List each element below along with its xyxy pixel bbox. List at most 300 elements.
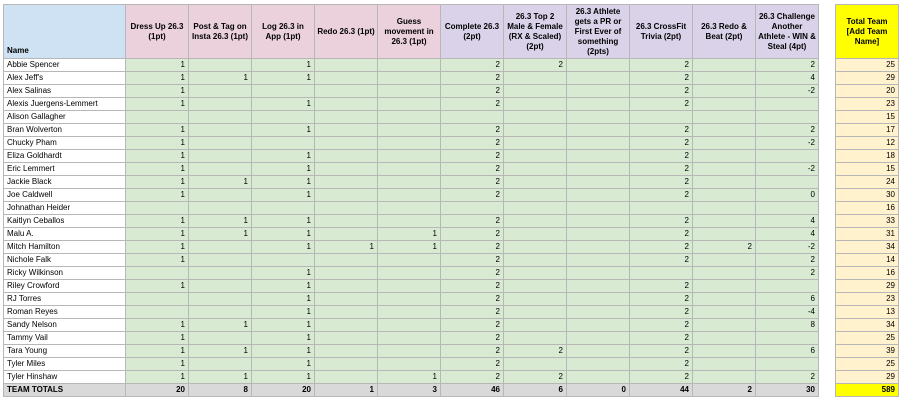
column-header-log-in-app[interactable]: Log 26.3 in App (1pt) bbox=[252, 5, 315, 59]
score-cell[interactable]: 1 bbox=[126, 176, 189, 189]
column-header-challenge[interactable]: 26.3 Challenge Another Athlete - WIN & Steal (4pt) bbox=[756, 5, 819, 59]
score-cell[interactable] bbox=[567, 59, 630, 72]
score-cell[interactable]: 2 bbox=[441, 345, 504, 358]
score-cell[interactable] bbox=[378, 319, 441, 332]
score-cell[interactable]: 1 bbox=[378, 241, 441, 254]
score-cell[interactable] bbox=[693, 59, 756, 72]
column-header-guess-movement[interactable]: Guess movement in 26.3 (1pt) bbox=[378, 5, 441, 59]
score-cell[interactable] bbox=[315, 111, 378, 124]
score-cell[interactable]: 1 bbox=[126, 371, 189, 384]
score-cell[interactable]: 4 bbox=[756, 215, 819, 228]
athlete-name-cell[interactable]: Malu A. bbox=[4, 228, 126, 241]
score-cell[interactable] bbox=[693, 358, 756, 371]
score-cell[interactable]: 1 bbox=[126, 358, 189, 371]
score-cell[interactable] bbox=[315, 267, 378, 280]
score-cell[interactable] bbox=[189, 111, 252, 124]
score-cell[interactable]: 0 bbox=[756, 189, 819, 202]
score-cell[interactable] bbox=[693, 293, 756, 306]
athlete-total-cell[interactable]: 29 bbox=[836, 371, 899, 384]
score-cell[interactable] bbox=[504, 98, 567, 111]
score-cell[interactable] bbox=[315, 98, 378, 111]
score-cell[interactable] bbox=[126, 306, 189, 319]
score-cell[interactable] bbox=[693, 98, 756, 111]
score-cell[interactable] bbox=[693, 267, 756, 280]
column-header-pr[interactable]: 26.3 Athlete gets a PR or First Ever of something (2pts) bbox=[567, 5, 630, 59]
athlete-total-cell[interactable]: 24 bbox=[836, 176, 899, 189]
score-cell[interactable]: 1 bbox=[126, 215, 189, 228]
score-cell[interactable] bbox=[630, 267, 693, 280]
score-cell[interactable]: 2 bbox=[630, 124, 693, 137]
score-cell[interactable] bbox=[315, 358, 378, 371]
score-cell[interactable] bbox=[504, 306, 567, 319]
score-cell[interactable]: 1 bbox=[126, 124, 189, 137]
score-cell[interactable]: 2 bbox=[504, 59, 567, 72]
score-cell[interactable] bbox=[189, 85, 252, 98]
score-cell[interactable]: 2 bbox=[630, 371, 693, 384]
score-cell[interactable]: 1 bbox=[252, 319, 315, 332]
score-cell[interactable]: 1 bbox=[252, 124, 315, 137]
score-cell[interactable] bbox=[315, 306, 378, 319]
score-cell[interactable] bbox=[504, 241, 567, 254]
score-cell[interactable]: 2 bbox=[630, 137, 693, 150]
athlete-total-cell[interactable]: 34 bbox=[836, 241, 899, 254]
score-cell[interactable] bbox=[693, 319, 756, 332]
score-cell[interactable] bbox=[189, 150, 252, 163]
column-header-top-2[interactable]: 26.3 Top 2 Male & Female (RX & Scaled) (2pt) bbox=[504, 5, 567, 59]
score-cell[interactable]: 2 bbox=[630, 293, 693, 306]
score-cell[interactable] bbox=[693, 85, 756, 98]
score-cell[interactable]: 1 bbox=[126, 137, 189, 150]
score-cell[interactable]: 2 bbox=[630, 345, 693, 358]
score-cell[interactable]: 1 bbox=[252, 163, 315, 176]
score-cell[interactable]: 1 bbox=[252, 150, 315, 163]
score-cell[interactable] bbox=[378, 215, 441, 228]
score-cell[interactable] bbox=[315, 228, 378, 241]
score-cell[interactable]: 2 bbox=[756, 254, 819, 267]
athlete-name-cell[interactable]: Chucky Pham bbox=[4, 137, 126, 150]
total-cell[interactable]: 1 bbox=[315, 384, 378, 397]
score-cell[interactable] bbox=[378, 189, 441, 202]
athlete-name-cell[interactable]: Tyler Miles bbox=[4, 358, 126, 371]
score-cell[interactable] bbox=[567, 202, 630, 215]
athlete-total-cell[interactable]: 17 bbox=[836, 124, 899, 137]
score-cell[interactable] bbox=[693, 332, 756, 345]
score-cell[interactable] bbox=[756, 280, 819, 293]
athlete-name-cell[interactable]: Riley Crowford bbox=[4, 280, 126, 293]
score-cell[interactable] bbox=[504, 189, 567, 202]
score-cell[interactable]: 2 bbox=[756, 267, 819, 280]
score-cell[interactable] bbox=[378, 124, 441, 137]
score-cell[interactable] bbox=[504, 72, 567, 85]
score-cell[interactable] bbox=[378, 150, 441, 163]
score-cell[interactable] bbox=[378, 293, 441, 306]
athlete-name-cell[interactable]: Mitch Hamilton bbox=[4, 241, 126, 254]
score-cell[interactable]: 1 bbox=[126, 228, 189, 241]
score-cell[interactable]: 1 bbox=[126, 332, 189, 345]
score-cell[interactable] bbox=[693, 124, 756, 137]
score-cell[interactable]: 6 bbox=[756, 293, 819, 306]
total-cell[interactable]: 0 bbox=[567, 384, 630, 397]
score-cell[interactable] bbox=[756, 176, 819, 189]
score-cell[interactable]: 1 bbox=[252, 72, 315, 85]
score-cell[interactable]: 2 bbox=[441, 267, 504, 280]
column-header-redo-beat[interactable]: 26.3 Redo & Beat (2pt) bbox=[693, 5, 756, 59]
score-cell[interactable]: 2 bbox=[630, 150, 693, 163]
score-cell[interactable] bbox=[378, 137, 441, 150]
score-cell[interactable] bbox=[756, 358, 819, 371]
score-cell[interactable] bbox=[693, 228, 756, 241]
score-cell[interactable] bbox=[504, 267, 567, 280]
score-cell[interactable]: 2 bbox=[441, 189, 504, 202]
score-cell[interactable] bbox=[189, 202, 252, 215]
athlete-name-cell[interactable]: Ricky Wilkinson bbox=[4, 267, 126, 280]
athlete-total-cell[interactable]: 31 bbox=[836, 228, 899, 241]
athlete-name-cell[interactable]: Roman Reyes bbox=[4, 306, 126, 319]
score-cell[interactable] bbox=[567, 371, 630, 384]
score-cell[interactable] bbox=[315, 85, 378, 98]
score-cell[interactable]: 1 bbox=[189, 371, 252, 384]
score-cell[interactable] bbox=[504, 124, 567, 137]
score-cell[interactable] bbox=[693, 280, 756, 293]
athlete-total-cell[interactable]: 15 bbox=[836, 111, 899, 124]
score-cell[interactable] bbox=[567, 280, 630, 293]
score-cell[interactable] bbox=[567, 319, 630, 332]
athlete-total-cell[interactable]: 25 bbox=[836, 332, 899, 345]
column-header-trivia[interactable]: 26.3 CrossFit Trivia (2pt) bbox=[630, 5, 693, 59]
score-cell[interactable] bbox=[630, 202, 693, 215]
score-cell[interactable] bbox=[756, 202, 819, 215]
score-cell[interactable] bbox=[504, 332, 567, 345]
score-cell[interactable] bbox=[126, 293, 189, 306]
athlete-name-cell[interactable]: Eliza Goldhardt bbox=[4, 150, 126, 163]
score-cell[interactable]: 1 bbox=[252, 98, 315, 111]
score-cell[interactable] bbox=[126, 267, 189, 280]
score-cell[interactable]: 2 bbox=[441, 124, 504, 137]
score-cell[interactable] bbox=[567, 228, 630, 241]
score-cell[interactable]: 1 bbox=[252, 306, 315, 319]
score-cell[interactable]: 2 bbox=[441, 306, 504, 319]
score-cell[interactable] bbox=[567, 150, 630, 163]
score-cell[interactable] bbox=[693, 215, 756, 228]
score-cell[interactable]: 1 bbox=[252, 293, 315, 306]
athlete-total-cell[interactable]: 29 bbox=[836, 72, 899, 85]
athlete-name-cell[interactable]: Tammy Vail bbox=[4, 332, 126, 345]
score-cell[interactable]: 1 bbox=[252, 176, 315, 189]
score-cell[interactable] bbox=[693, 189, 756, 202]
score-cell[interactable]: 1 bbox=[126, 189, 189, 202]
score-cell[interactable] bbox=[756, 98, 819, 111]
score-cell[interactable]: 1 bbox=[126, 59, 189, 72]
score-cell[interactable] bbox=[504, 176, 567, 189]
score-cell[interactable] bbox=[693, 150, 756, 163]
score-cell[interactable]: 2 bbox=[504, 345, 567, 358]
score-cell[interactable] bbox=[189, 137, 252, 150]
score-cell[interactable]: 2 bbox=[441, 254, 504, 267]
score-cell[interactable] bbox=[441, 202, 504, 215]
score-cell[interactable]: 2 bbox=[630, 176, 693, 189]
score-cell[interactable] bbox=[567, 241, 630, 254]
name-column-header[interactable]: Name bbox=[4, 5, 126, 59]
score-cell[interactable]: 2 bbox=[441, 215, 504, 228]
score-cell[interactable]: 1 bbox=[126, 98, 189, 111]
score-cell[interactable]: 1 bbox=[189, 319, 252, 332]
score-cell[interactable] bbox=[567, 111, 630, 124]
score-cell[interactable] bbox=[756, 111, 819, 124]
score-cell[interactable] bbox=[567, 293, 630, 306]
score-cell[interactable]: 2 bbox=[756, 59, 819, 72]
score-cell[interactable] bbox=[378, 332, 441, 345]
score-cell[interactable]: 1 bbox=[378, 228, 441, 241]
score-cell[interactable]: 2 bbox=[504, 371, 567, 384]
score-cell[interactable]: -4 bbox=[756, 306, 819, 319]
score-cell[interactable] bbox=[189, 280, 252, 293]
score-cell[interactable]: 1 bbox=[252, 332, 315, 345]
score-cell[interactable]: 2 bbox=[630, 241, 693, 254]
score-cell[interactable] bbox=[756, 150, 819, 163]
score-cell[interactable]: 1 bbox=[189, 176, 252, 189]
score-cell[interactable] bbox=[126, 202, 189, 215]
score-cell[interactable]: 1 bbox=[126, 163, 189, 176]
score-cell[interactable] bbox=[630, 111, 693, 124]
score-cell[interactable] bbox=[378, 345, 441, 358]
athlete-total-cell[interactable]: 15 bbox=[836, 163, 899, 176]
team-totals-label[interactable]: TEAM TOTALS bbox=[4, 384, 126, 397]
score-cell[interactable] bbox=[693, 202, 756, 215]
athlete-name-cell[interactable]: Eric Lemmert bbox=[4, 163, 126, 176]
score-cell[interactable]: 1 bbox=[189, 228, 252, 241]
athlete-name-cell[interactable]: Alison Gallagher bbox=[4, 111, 126, 124]
score-cell[interactable]: 1 bbox=[252, 215, 315, 228]
score-cell[interactable]: 1 bbox=[252, 371, 315, 384]
score-cell[interactable]: 1 bbox=[252, 267, 315, 280]
score-cell[interactable] bbox=[252, 137, 315, 150]
score-cell[interactable] bbox=[315, 59, 378, 72]
score-cell[interactable]: 1 bbox=[126, 280, 189, 293]
score-cell[interactable]: 2 bbox=[441, 85, 504, 98]
score-cell[interactable] bbox=[252, 254, 315, 267]
score-cell[interactable] bbox=[315, 319, 378, 332]
score-cell[interactable]: 1 bbox=[189, 72, 252, 85]
score-cell[interactable] bbox=[693, 72, 756, 85]
score-cell[interactable]: 1 bbox=[126, 85, 189, 98]
score-cell[interactable] bbox=[189, 267, 252, 280]
score-cell[interactable]: 2 bbox=[630, 319, 693, 332]
athlete-total-cell[interactable]: 23 bbox=[836, 293, 899, 306]
score-cell[interactable] bbox=[378, 254, 441, 267]
score-cell[interactable] bbox=[315, 124, 378, 137]
score-cell[interactable] bbox=[189, 358, 252, 371]
athlete-total-cell[interactable]: 33 bbox=[836, 215, 899, 228]
score-cell[interactable] bbox=[315, 163, 378, 176]
athlete-total-cell[interactable]: 13 bbox=[836, 306, 899, 319]
column-header-complete[interactable]: Complete 26.3 (2pt) bbox=[441, 5, 504, 59]
score-cell[interactable] bbox=[504, 228, 567, 241]
score-cell[interactable] bbox=[315, 280, 378, 293]
score-cell[interactable] bbox=[504, 319, 567, 332]
score-cell[interactable] bbox=[504, 254, 567, 267]
score-cell[interactable] bbox=[378, 111, 441, 124]
score-cell[interactable]: 1 bbox=[252, 241, 315, 254]
score-cell[interactable] bbox=[315, 215, 378, 228]
score-cell[interactable] bbox=[252, 85, 315, 98]
score-cell[interactable]: 2 bbox=[441, 98, 504, 111]
score-cell[interactable] bbox=[693, 163, 756, 176]
score-cell[interactable] bbox=[504, 358, 567, 371]
score-cell[interactable]: 2 bbox=[441, 280, 504, 293]
score-cell[interactable]: 1 bbox=[252, 59, 315, 72]
score-cell[interactable] bbox=[189, 254, 252, 267]
score-cell[interactable] bbox=[441, 111, 504, 124]
score-cell[interactable] bbox=[567, 124, 630, 137]
score-cell[interactable] bbox=[504, 293, 567, 306]
score-cell[interactable]: 2 bbox=[441, 228, 504, 241]
column-header-redo[interactable]: Redo 26.3 (1pt) bbox=[315, 5, 378, 59]
score-cell[interactable] bbox=[567, 98, 630, 111]
score-cell[interactable]: 2 bbox=[441, 293, 504, 306]
score-cell[interactable] bbox=[567, 254, 630, 267]
score-cell[interactable]: 2 bbox=[693, 241, 756, 254]
score-cell[interactable] bbox=[504, 111, 567, 124]
athlete-total-cell[interactable]: 25 bbox=[836, 358, 899, 371]
score-cell[interactable]: 6 bbox=[756, 345, 819, 358]
score-cell[interactable]: 2 bbox=[756, 124, 819, 137]
score-cell[interactable]: 1 bbox=[378, 371, 441, 384]
score-cell[interactable]: -2 bbox=[756, 137, 819, 150]
score-cell[interactable] bbox=[567, 163, 630, 176]
athlete-total-cell[interactable]: 14 bbox=[836, 254, 899, 267]
score-cell[interactable] bbox=[189, 163, 252, 176]
score-cell[interactable] bbox=[504, 202, 567, 215]
score-cell[interactable] bbox=[567, 189, 630, 202]
score-cell[interactable] bbox=[189, 293, 252, 306]
score-cell[interactable] bbox=[378, 280, 441, 293]
score-cell[interactable] bbox=[693, 137, 756, 150]
score-cell[interactable] bbox=[504, 280, 567, 293]
score-cell[interactable]: 2 bbox=[441, 59, 504, 72]
score-cell[interactable]: 1 bbox=[252, 358, 315, 371]
column-header-post-tag-insta[interactable]: Post & Tag on Insta 26.3 (1pt) bbox=[189, 5, 252, 59]
athlete-total-cell[interactable]: 30 bbox=[836, 189, 899, 202]
score-cell[interactable] bbox=[315, 293, 378, 306]
athlete-name-cell[interactable]: Nichole Falk bbox=[4, 254, 126, 267]
score-cell[interactable] bbox=[693, 176, 756, 189]
score-cell[interactable]: 1 bbox=[252, 228, 315, 241]
score-cell[interactable] bbox=[315, 176, 378, 189]
score-cell[interactable] bbox=[189, 124, 252, 137]
score-cell[interactable]: 1 bbox=[126, 241, 189, 254]
score-cell[interactable]: 2 bbox=[630, 72, 693, 85]
athlete-name-cell[interactable]: Bran Wolverton bbox=[4, 124, 126, 137]
score-cell[interactable] bbox=[693, 345, 756, 358]
score-cell[interactable]: -2 bbox=[756, 163, 819, 176]
total-cell[interactable]: 8 bbox=[189, 384, 252, 397]
total-cell[interactable]: 20 bbox=[252, 384, 315, 397]
score-cell[interactable]: 8 bbox=[756, 319, 819, 332]
score-cell[interactable] bbox=[378, 306, 441, 319]
score-cell[interactable]: 2 bbox=[630, 215, 693, 228]
score-cell[interactable] bbox=[378, 85, 441, 98]
score-cell[interactable] bbox=[315, 345, 378, 358]
score-cell[interactable] bbox=[504, 137, 567, 150]
score-cell[interactable] bbox=[693, 306, 756, 319]
score-cell[interactable] bbox=[504, 215, 567, 228]
score-cell[interactable] bbox=[252, 202, 315, 215]
score-cell[interactable] bbox=[378, 202, 441, 215]
score-cell[interactable]: 2 bbox=[441, 332, 504, 345]
athlete-total-cell[interactable]: 20 bbox=[836, 85, 899, 98]
score-cell[interactable]: 1 bbox=[315, 241, 378, 254]
score-cell[interactable]: 2 bbox=[630, 189, 693, 202]
score-cell[interactable]: 2 bbox=[441, 371, 504, 384]
score-cell[interactable]: 2 bbox=[630, 163, 693, 176]
score-cell[interactable] bbox=[693, 111, 756, 124]
score-cell[interactable]: 2 bbox=[630, 280, 693, 293]
score-cell[interactable] bbox=[567, 345, 630, 358]
score-cell[interactable]: 2 bbox=[630, 228, 693, 241]
athlete-total-cell[interactable]: 34 bbox=[836, 319, 899, 332]
athlete-total-cell[interactable]: 25 bbox=[836, 59, 899, 72]
score-cell[interactable] bbox=[756, 332, 819, 345]
score-cell[interactable] bbox=[189, 189, 252, 202]
score-cell[interactable]: 2 bbox=[630, 98, 693, 111]
score-cell[interactable] bbox=[315, 332, 378, 345]
athlete-name-cell[interactable]: Joe Caldwell bbox=[4, 189, 126, 202]
score-cell[interactable]: 1 bbox=[126, 150, 189, 163]
score-cell[interactable]: 2 bbox=[441, 176, 504, 189]
score-cell[interactable]: 2 bbox=[756, 371, 819, 384]
athlete-name-cell[interactable]: Abbie Spencer bbox=[4, 59, 126, 72]
score-cell[interactable]: 1 bbox=[126, 319, 189, 332]
total-cell[interactable]: 2 bbox=[693, 384, 756, 397]
score-cell[interactable] bbox=[567, 137, 630, 150]
score-cell[interactable] bbox=[315, 202, 378, 215]
score-cell[interactable] bbox=[189, 241, 252, 254]
score-cell[interactable]: 1 bbox=[252, 345, 315, 358]
score-cell[interactable]: 2 bbox=[630, 306, 693, 319]
score-cell[interactable]: 4 bbox=[756, 228, 819, 241]
athlete-total-cell[interactable]: 29 bbox=[836, 280, 899, 293]
score-cell[interactable] bbox=[315, 254, 378, 267]
athlete-name-cell[interactable]: Alex Salinas bbox=[4, 85, 126, 98]
score-cell[interactable] bbox=[567, 72, 630, 85]
score-cell[interactable] bbox=[693, 371, 756, 384]
score-cell[interactable]: 2 bbox=[441, 137, 504, 150]
score-cell[interactable]: 2 bbox=[441, 241, 504, 254]
score-cell[interactable]: 1 bbox=[126, 345, 189, 358]
score-cell[interactable]: 2 bbox=[630, 358, 693, 371]
score-cell[interactable] bbox=[378, 98, 441, 111]
score-cell[interactable]: 2 bbox=[441, 319, 504, 332]
score-cell[interactable] bbox=[189, 332, 252, 345]
score-cell[interactable] bbox=[378, 72, 441, 85]
score-cell[interactable]: -2 bbox=[756, 241, 819, 254]
athlete-total-cell[interactable]: 23 bbox=[836, 98, 899, 111]
score-cell[interactable]: 2 bbox=[630, 59, 693, 72]
athlete-total-cell[interactable]: 12 bbox=[836, 137, 899, 150]
score-cell[interactable] bbox=[567, 332, 630, 345]
score-cell[interactable]: 2 bbox=[441, 150, 504, 163]
score-cell[interactable] bbox=[252, 111, 315, 124]
score-cell[interactable]: 1 bbox=[126, 72, 189, 85]
score-cell[interactable] bbox=[567, 176, 630, 189]
score-cell[interactable] bbox=[189, 98, 252, 111]
score-cell[interactable] bbox=[378, 163, 441, 176]
athlete-total-cell[interactable]: 18 bbox=[836, 150, 899, 163]
score-cell[interactable] bbox=[315, 150, 378, 163]
athlete-name-cell[interactable]: Kaitlyn Ceballos bbox=[4, 215, 126, 228]
score-cell[interactable] bbox=[378, 59, 441, 72]
score-cell[interactable] bbox=[504, 150, 567, 163]
